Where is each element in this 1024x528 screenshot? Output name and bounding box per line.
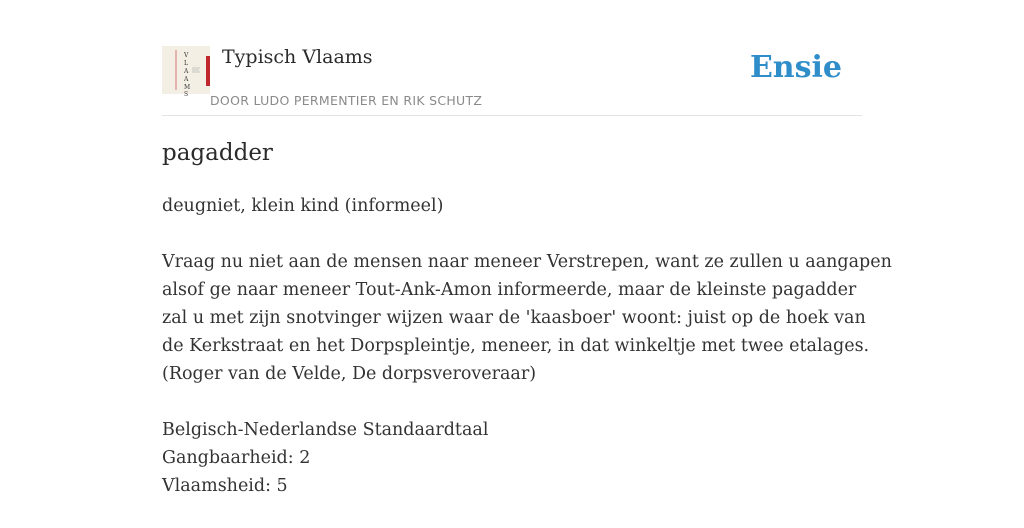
book-cover-graphic	[162, 46, 210, 98]
quote-line: de Kerkstraat en het Dorpspleintje, meneer, in dat winkeltje met twee etalages.	[162, 336, 870, 356]
svg-text:M: M	[184, 84, 191, 91]
book-cover-icon[interactable]	[162, 46, 210, 98]
svg-text:S: S	[184, 91, 189, 98]
book-title[interactable]: Typisch Vlaams	[222, 46, 373, 68]
brand-logo[interactable]: Ensie	[749, 50, 842, 85]
entry-vlaamsheid: Vlaamsheid: 5	[162, 476, 288, 496]
quote-line: zal u met zijn snotvinger wijzen waar de 'kaasboer' woont: juist op de hoek van	[162, 308, 866, 328]
quote-line: alsof ge naar meneer Tout-Ank-Amon informeerde, maar de kleinste pagadder	[162, 280, 857, 300]
svg-text:A: A	[184, 76, 189, 83]
svg-text:L: L	[184, 60, 188, 67]
entry-term: pagadder	[162, 140, 273, 166]
svg-text:A: A	[184, 68, 189, 75]
svg-text:V: V	[184, 52, 189, 59]
quote-source: (Roger van de Velde, De dorpsveroveraar)	[162, 364, 537, 384]
header	[162, 0, 862, 116]
entry-content	[162, 192, 892, 528]
entry-gangbaarheid: Gangbaarheid: 2	[162, 448, 311, 468]
quote-line: Vraag nu niet aan de mensen naar meneer Verstrepen, want ze zullen u aangapen	[162, 252, 892, 272]
book-authors: DOOR LUDO PERMENTIER EN RIK SCHUTZ	[210, 93, 483, 108]
entry-quote	[162, 248, 892, 388]
entry-meta	[162, 416, 862, 500]
page	[162, 0, 892, 512]
entry-register: Belgisch-Nederlandse Standaardtaal	[162, 420, 489, 440]
entry-definition: deugniet, klein kind (informeel)	[162, 196, 444, 216]
